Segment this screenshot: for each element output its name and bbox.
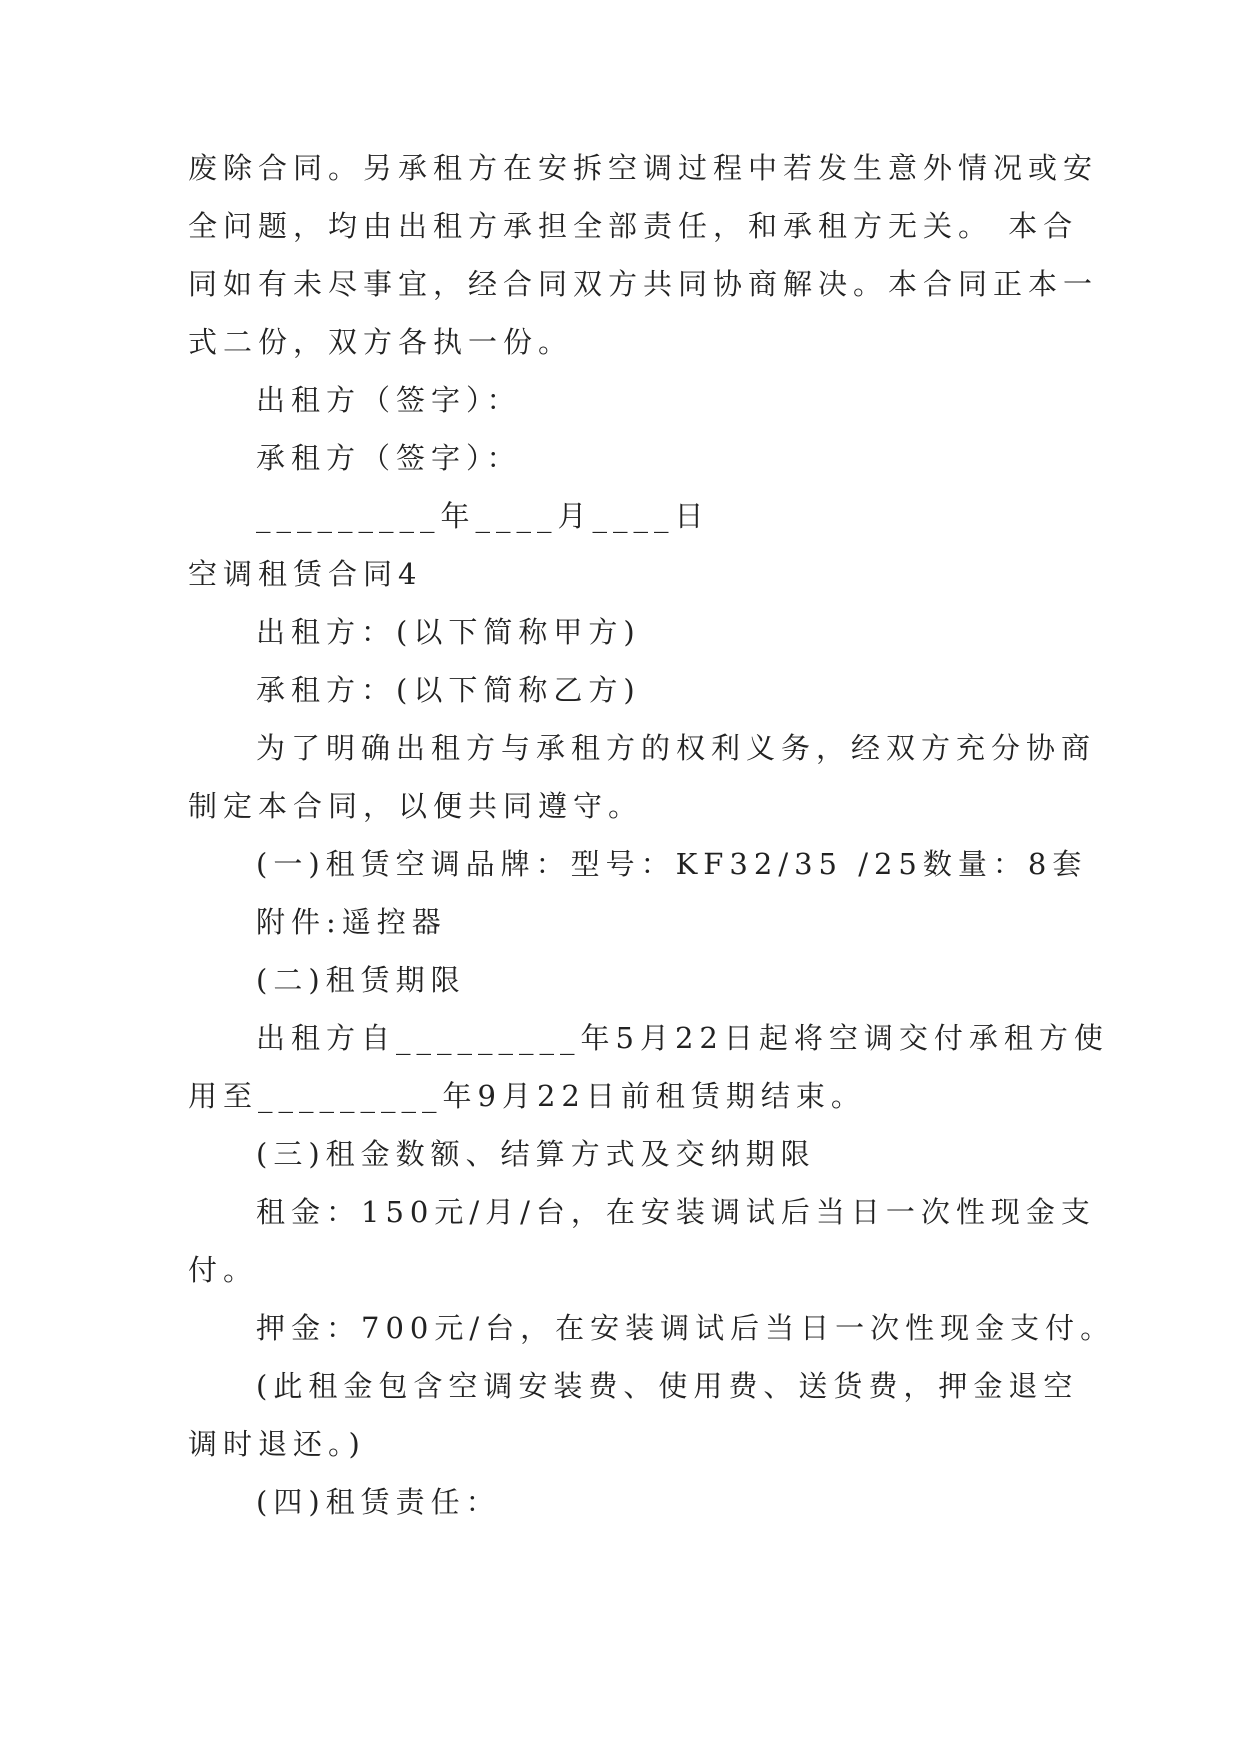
section-heading: 空调租赁合同4 [188, 557, 423, 591]
body-text-line: 付。 [188, 1253, 259, 1287]
body-text-line: 用至_________年9月22日前租赁期结束。 [188, 1079, 866, 1113]
signature-date-line: _________年____月____日 [256, 499, 710, 533]
body-text-line: 式二份，双方各执一份。 [188, 325, 574, 359]
clause-4-heading: (四)租赁责任： [256, 1485, 501, 1519]
rent-line: 租金：150元/月/台，在安装调试后当日一次性现金支 [256, 1195, 1096, 1229]
body-text-line: (此租金包含空调安装费、使用费、送货费，押金退空 [256, 1369, 1079, 1403]
deposit-line: 押金：700元/台，在安装调试后当日一次性现金支付。 [256, 1311, 1116, 1345]
body-text-line: 调时退还。) [188, 1427, 366, 1461]
lessor-signature-line: 出租方（签字）： [256, 383, 522, 417]
clause-3-heading: (三)租金数额、结算方式及交纳期限 [256, 1137, 816, 1171]
party-b-line: 承租方：(以下简称乙方) [256, 673, 641, 707]
body-text-line: 全问题，均由出租方承担全部责任，和承租方无关。 本合 [188, 209, 1079, 243]
body-text-line: 制定本合同，以便共同遵守。 [188, 789, 644, 823]
lessee-signature-line: 承租方（签字）： [256, 441, 522, 475]
body-text-line: 同如有未尽事宜，经合同双方共同协商解决。本合同正本一 [188, 267, 1099, 301]
body-text-line: 废除合同。另承租方在安拆空调过程中若发生意外情况或安 [188, 151, 1099, 185]
body-text-line: 为了明确出租方与承租方的权利义务，经双方充分协商 [256, 731, 1097, 765]
clause-1-line: (一)租赁空调品牌：型号：KF32/35 /25数量：8套 [256, 847, 1088, 881]
party-a-line: 出租方：(以下简称甲方) [256, 615, 641, 649]
clause-2-heading: (二)租赁期限 [256, 963, 466, 997]
body-text-line: 出租方自_________年5月22日起将空调交付承租方使 [256, 1021, 1109, 1055]
accessories-line: 附件:遥控器 [256, 905, 447, 939]
